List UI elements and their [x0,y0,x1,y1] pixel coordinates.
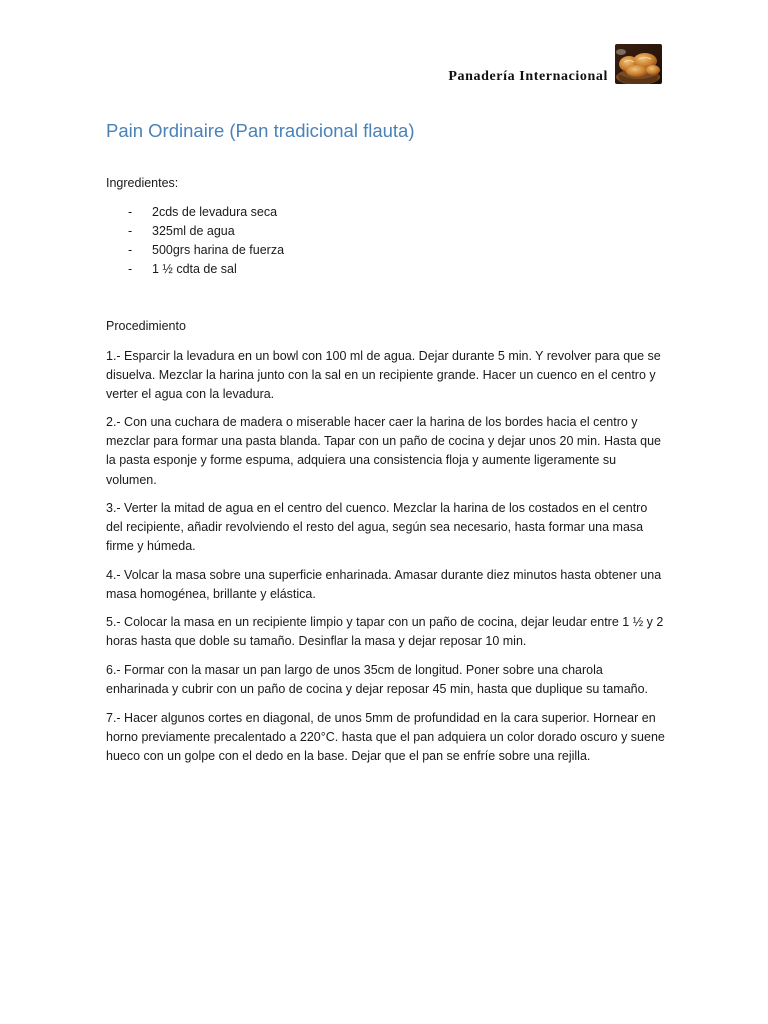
list-bullet: - [128,224,133,238]
recipe-title: Pain Ordinaire (Pan tradicional flauta) [106,120,415,141]
procedure-step-1: 1.- Esparcir la levadura en un bowl con 100 ml de agua. Dejar durante 5 min. Y revolver para que se disuelva. Mezclar la harina junto con la sal en un recipiente grande. Hacer un cuenco en el centro y verter el agua con la levadura. [106,349,661,402]
brand-name: Panadería Internacional [448,69,608,84]
ingredients-heading: Ingredientes: [106,176,179,190]
procedure-step-5: 5.- Colocar la masa en un recipiente limpio y tapar con un paño de cocina, dejar leudar entre 1 ½ y 2 horas hasta que doble su tamaño. Desinflar la masa y dejar reposar 10 min. [106,615,664,649]
bread-basket-photo [615,44,662,84]
ingredient-text: 1 ½ cdta de sal [152,262,237,276]
procedure-step-6: 6.- Formar con la masar un pan largo de unos 35cm de longitud. Poner sobre una charola enharinada y cubrir con un paño de cocina y dejar reposar 45 min, hasta que duplique su tamaño. [106,663,649,697]
page-header [0,42,768,88]
ingredient-text: 325ml de agua [152,224,235,238]
procedure-step-2: 2.- Con una cuchara de madera o miserable hacer caer la harina de los bordes hacia el centro y mezclar para formar una pasta blanda. Tapar con un paño de cocina y dejar unos 20 min. Hasta que la pasta esponje y forme espuma, adquiera una consistencia floja y aumente ligeramente su volumen. [106,415,661,487]
list-bullet: - [128,262,133,276]
bread-basket-icon [615,44,662,84]
ingredient-text: 2cds de levadura seca [152,205,278,219]
procedure-heading: Procedimiento [106,319,186,333]
list-bullet: - [128,205,133,219]
procedure-step-4: 4.- Volcar la masa sobre una superficie enharinada. Amasar durante diez minutos hasta obtener una masa homogénea, brillante y elástica. [106,568,662,602]
list-bullet: - [128,243,133,257]
procedure-step-7: 7.- Hacer algunos cortes en diagonal, de unos 5mm de profundidad en la cara superior. Hornear en horno previamente precalentado a 220°C. hasta que el pan adquiera un color dorado oscuro y suene hueco con un golpe con el dedo en la base. Dejar que el pan se enfríe sobre una rejilla. [106,711,665,764]
procedure-step-3: 3.- Verter la mitad de agua en el centro del cuenco. Mezclar la harina de los costados en el centro del recipiente, añadir revolviendo el resto del agua, según sea necesario, hasta formar una masa firme y húmeda. [106,501,648,554]
ingredient-text: 500grs harina de fuerza [152,243,285,257]
